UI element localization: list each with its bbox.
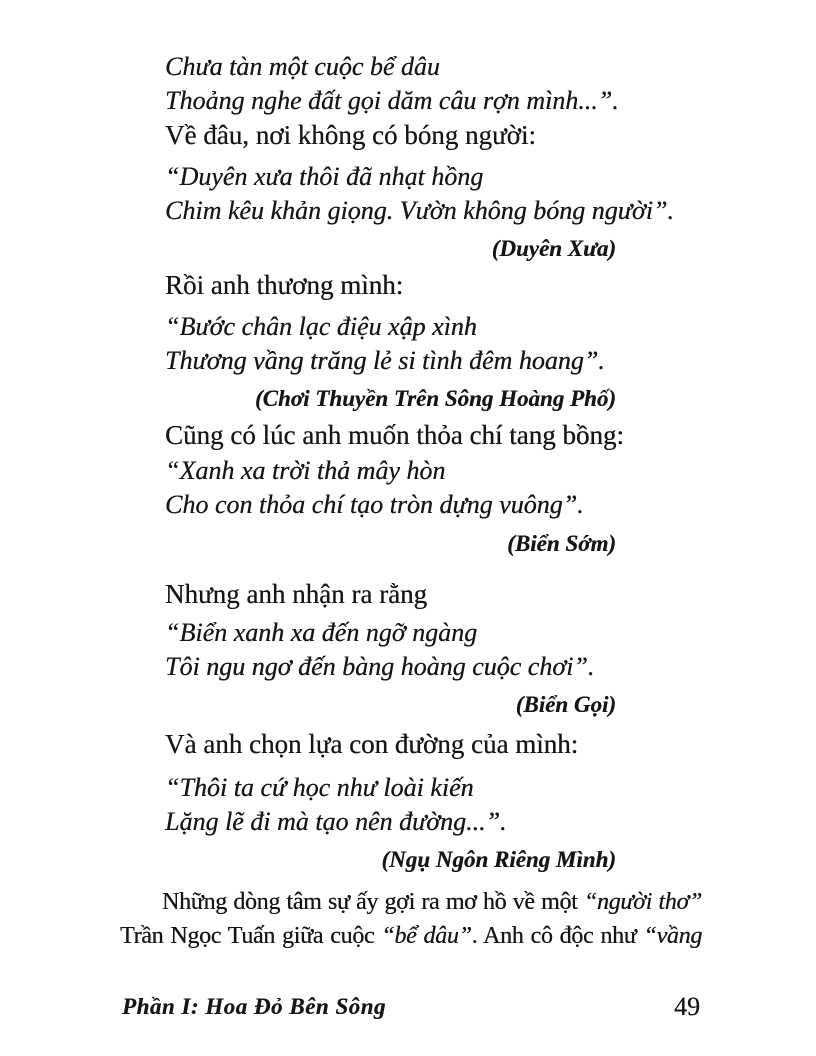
poem-stanza: [120, 160, 702, 228]
poem-line: Cho con thỏa chí tạo tròn dựng vuông”.: [165, 490, 584, 519]
poem-section: [120, 418, 702, 559]
lead-line: Về đâu, nơi không có bóng người:: [165, 120, 536, 150]
poem-line: Chưa tàn một cuộc bể dâu: [165, 52, 440, 81]
lead-line: Và anh chọn lựa con đường của mình:: [165, 729, 579, 759]
paragraph-text: Những dòng tâm sự ấy gợi ra mơ hồ về một: [162, 889, 584, 915]
page-number: 49: [674, 992, 700, 1021]
poem-line: “Biển xanh xa đến ngỡ ngàng: [165, 618, 478, 647]
poem-line: “Duyên xưa thôi đã nhạt hồng: [165, 162, 484, 191]
lead-line: Nhưng anh nhận ra rằng: [165, 579, 428, 609]
carryover-stanza: [120, 50, 702, 118]
paragraph-quote: “vầng: [643, 923, 702, 949]
closing-paragraph: [120, 885, 702, 953]
poem-line: Thương vầng trăng lẻ si tình đêm hoang”.: [165, 346, 605, 375]
poem-source: (Biển Gọi): [515, 692, 616, 717]
poem-line: Lặng lẽ đi mà tạo nên đường...”.: [165, 807, 507, 836]
poem-section: [120, 727, 702, 875]
poem-line: “Xanh xa trời thả mây hòn: [165, 456, 446, 485]
poem-source: (Ngụ Ngôn Riêng Mình): [381, 847, 616, 872]
footer-section-title: Phần I: Hoa Đỏ Bên Sông: [122, 994, 386, 1019]
poem-stanza: [120, 310, 702, 378]
poem-source: (Chơi Thuyền Trên Sông Hoàng Phố): [254, 386, 616, 411]
poem-source: (Duyên Xưa): [491, 236, 616, 261]
poem-section: [120, 268, 702, 414]
paragraph-text: Trần Ngọc Tuấn giữa cuộc: [120, 923, 382, 949]
poem-stanza: [120, 771, 702, 839]
poem-line: Tôi ngu ngơ đến bàng hoàng cuộc chơi”.: [165, 652, 595, 681]
poem-stanza: [120, 454, 702, 522]
lead-line: Rồi anh thương mình:: [165, 270, 404, 300]
poem-line: Chim kêu khản giọng. Vườn không bóng người”.: [165, 196, 674, 225]
poem-source: (Biển Sớm): [507, 531, 616, 556]
poem-line: “Bước chân lạc điệu xập xình: [165, 312, 477, 341]
paragraph-quote: “người thơ”: [583, 889, 702, 915]
paragraph-quote: “bể dâu”: [381, 923, 472, 949]
poem-section: [120, 577, 702, 720]
page-content: [120, 50, 702, 953]
lead-line: Cũng có lúc anh muốn thỏa chí tang bồng:: [165, 420, 624, 450]
poem-line: “Thôi ta cứ học như loài kiến: [165, 773, 474, 802]
poem-line: Thoảng nghe đất gọi dăm câu rợn mình...”.: [165, 86, 619, 115]
poem-stanza: [120, 616, 702, 684]
poem-section: [120, 118, 702, 264]
paragraph-text: . Anh cô độc như: [471, 923, 644, 949]
